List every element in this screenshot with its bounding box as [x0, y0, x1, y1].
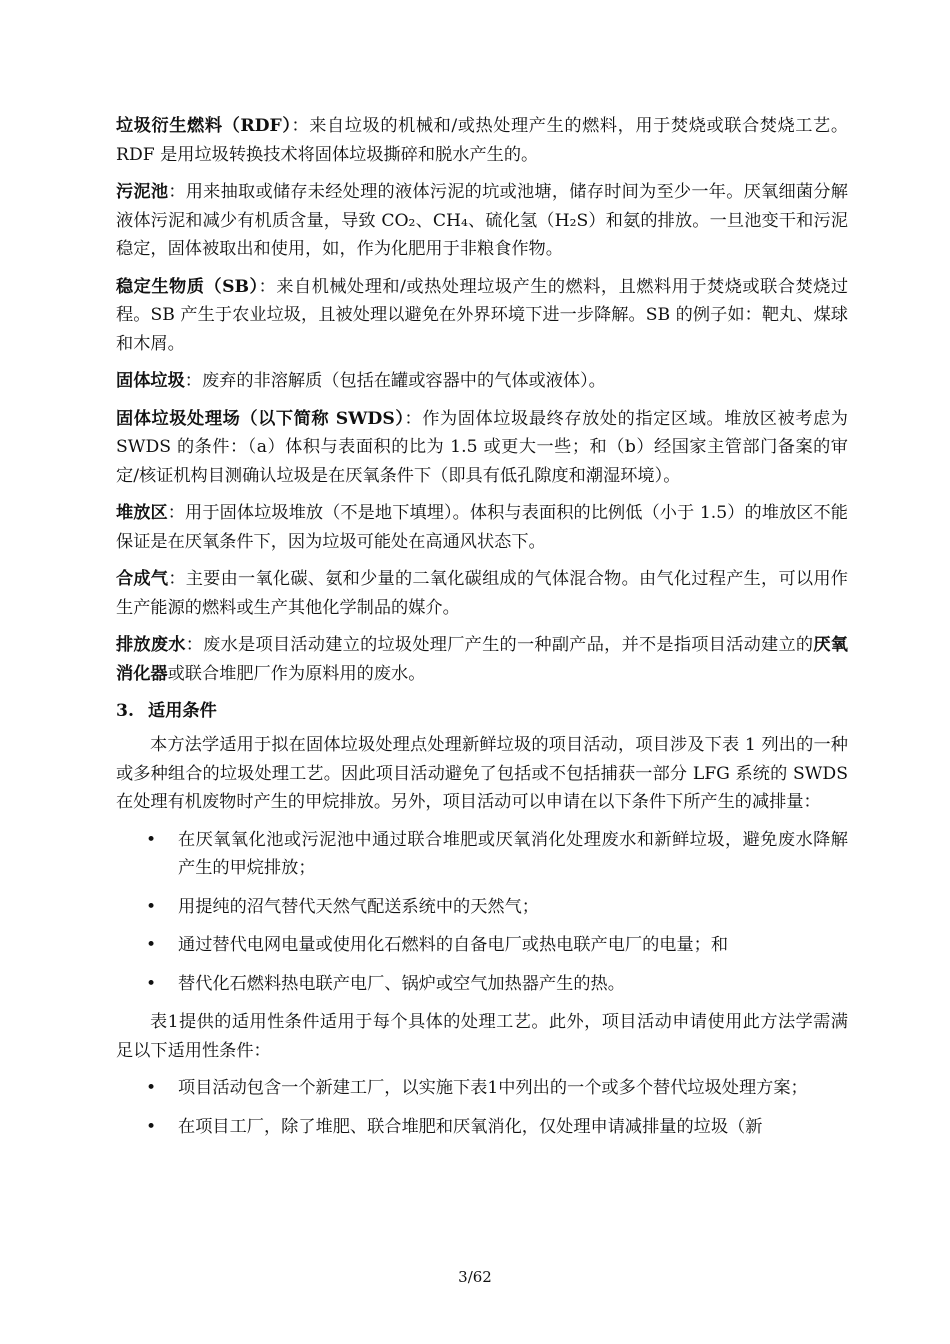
bullet-icon: •: [146, 973, 157, 994]
definition-wastewater: [116, 631, 848, 688]
definition-term: 稳定生物质（SB）: [116, 276, 259, 297]
definition-text: ：作为固体垃圾最终存放处的指定区域。堆放区被考虑为 SWDS 的条件：（a）体积与表面积的比为 1.5 或更大一些；和（b）经国家主管部门备案的审定/核证机构目测确认垃圾是在厌氧条件下（即具有低孔隙度和潮湿环境）。: [116, 408, 848, 486]
definition-emphasis: 厌氧消化器: [116, 635, 848, 684]
definition-text: ：用于固体垃圾堆放（不是地下填埋）。体积与表面积的比例低（小于 1.5）的堆放区不能保证是在厌氧条件下，因为垃圾可能处在高通风状态下。: [116, 503, 848, 552]
definition-swds: [116, 405, 848, 491]
list-item: [116, 1074, 848, 1103]
list-item-text: 在项目工厂，除了堆肥、联合堆肥和厌氧消化，仅处理申请减排量的垃圾（新: [178, 1116, 763, 1137]
definition-sludge-pit: [116, 178, 848, 264]
definition-syngas: [116, 565, 848, 622]
definition-text: ：废弃的非溶解质（包括在罐或容器中的气体或液体）。: [184, 371, 606, 391]
definition-stockpile: [116, 499, 848, 556]
definition-text: 或联合堆肥厂作为原料用的废水。: [167, 663, 426, 684]
definition-stabilized-biomass: [116, 273, 848, 359]
list-item: [116, 826, 848, 883]
intro-paragraph: 本方法学适用于拟在固体垃圾处理点处理新鲜垃圾的项目活动，项目涉及下表 1 列出的一种或多种组合的垃圾处理工艺。因此项目活动避免了包括或不包括捕获一部分 LFG 系统的 SWDS 在处理有机废物时产生的甲烷排放。另外，项目活动可以申请在以下条件下所产生的减排量：: [116, 735, 848, 812]
definition-term: 污泥池: [116, 182, 169, 202]
definition-term: 堆放区: [116, 503, 168, 523]
list-item-text: 项目活动包含一个新建工厂，以实施下表1中列出的一个或多个替代垃圾处理方案；: [178, 1078, 808, 1098]
bullet-list-emissions: [116, 826, 848, 999]
section-number: 3.: [116, 701, 134, 721]
definition-text: ：废水是项目活动建立的垃圾处理厂产生的一种副产品，并不是指项目活动建立的: [185, 635, 814, 655]
bullet-icon: •: [146, 1116, 157, 1137]
definition-term: 固体垃圾: [116, 371, 185, 391]
document-body: [116, 112, 848, 1151]
definition-text: ：来自垃圾的机械和/或热处理产生的燃料，用于焚烧或联合焚烧工艺。RDF 是用垃圾转换技术将固体垃圾撕碎和脱水产生的。: [116, 116, 849, 165]
bullet-icon: •: [146, 829, 157, 850]
definition-text: ：用来抽取或储存未经处理的液体污泥的坑或池塘，储存时间为至少一年。厌氧细菌分解液体污泥和减少有机质含量，导致 CO₂、CH₄、硫化氢（H₂S）和氨的排放。一旦池变干和污泥稳定，固体被取出和使用，如，作为化肥用于非粮食作物。: [116, 182, 848, 259]
definition-solid-waste: [116, 367, 848, 396]
page-number: 3/62: [458, 1268, 492, 1286]
bullet-icon: •: [146, 935, 157, 955]
section-title: 适用条件: [148, 701, 217, 721]
list-item: [116, 931, 848, 960]
list-item: [116, 1113, 848, 1142]
definition-rdf: [116, 112, 848, 169]
definition-text: ：来自机械处理和/或热处理垃圾产生的燃料，且燃料用于焚烧或联合焚烧过程。SB 产生于农业垃圾，且被处理以避免在外界环境下进一步降解。SB 的例子如：靶丸、煤球和木屑。: [116, 276, 849, 354]
definition-text: ：主要由一氧化碳、氨和少量的二氧化碳组成的气体混合物。由气化过程产生，可以用作生产能源的燃料或生产其他化学制品的媒介。: [116, 569, 848, 618]
bullet-icon: •: [146, 1078, 157, 1098]
list-item-text: 替代化石燃料热电联产电厂、锅炉或空气加热器产生的热。: [178, 973, 625, 994]
list-item: [116, 893, 848, 922]
list-item-text: 通过替代电网电量或使用化石燃料的自备电厂或热电联产电厂的电量；和: [178, 935, 729, 955]
list-item: [116, 970, 848, 999]
definition-term: 固体垃圾处理场（以下简称 SWDS）: [116, 408, 405, 429]
bullet-list-conditions: [116, 1074, 848, 1141]
applicability-paragraph: 表1提供的适用性条件适用于每个具体的处理工艺。此外，项目活动申请使用此方法学需满足以下适用性条件：: [116, 1012, 848, 1061]
definition-term: 垃圾衍生燃料（RDF）: [116, 116, 292, 136]
list-item-text: 用提纯的沼气替代天然气配送系统中的天然气；: [178, 896, 539, 917]
definition-term: 合成气: [116, 569, 169, 589]
bullet-icon: •: [146, 896, 157, 917]
section-heading: [116, 697, 848, 725]
list-item-text: 在厌氧氧化池或污泥池中通过联合堆肥或厌氧消化处理废水和新鲜垃圾，避免废水降解产生的甲烷排放；: [178, 829, 848, 878]
definition-term: 排放废水: [116, 635, 186, 655]
